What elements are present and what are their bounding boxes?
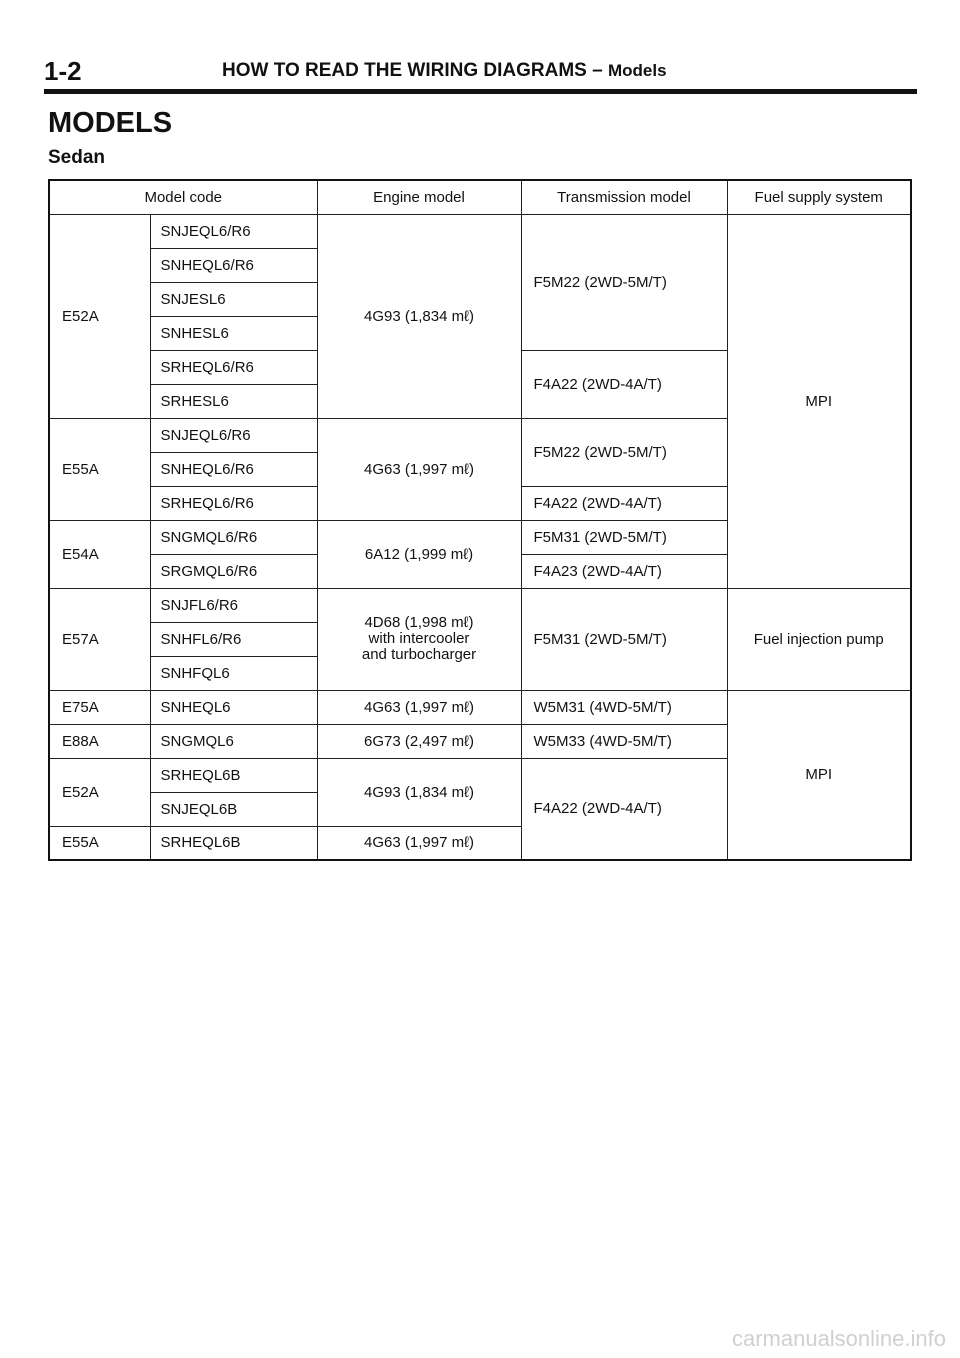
engine-cell [317,588,521,690]
transmission-cell: F4A23 (2WD-4A/T) [521,554,727,588]
variant-cell: SNHESL6 [150,316,317,350]
transmission-cell: W5M31 (4WD-5M/T) [521,690,727,724]
engine-cell: 4G93 (1,834 mℓ) [317,758,521,826]
header-rule [44,89,917,94]
variant-cell: SNHEQL6 [150,690,317,724]
transmission-cell: F4A22 (2WD-4A/T) [521,758,727,860]
transmission-cell: F5M22 (2WD-5M/T) [521,418,727,486]
fuel-supply-cell: Fuel injection pump [727,588,911,690]
footer-watermark: carmanualsonline.info [731,1326,946,1351]
variant-cell: SNJFL6/R6 [150,588,317,622]
transmission-cell: F4A22 (2WD-4A/T) [521,350,727,418]
fuel-supply-cell: MPI [727,690,911,860]
engine-line: 4D68 (1,998 mℓ) [364,614,474,631]
engine-cell: 4G63 (1,997 mℓ) [317,690,521,724]
transmission-cell: F5M22 (2WD-5M/T) [521,214,727,350]
header-separator: – [592,60,603,81]
section-title: MODELS [48,107,173,139]
variant-cell: SRHEQL6/R6 [150,350,317,384]
page-number: 1-2 [44,56,82,86]
table-row [49,214,911,248]
variant-cell: SNJEQL6/R6 [150,418,317,452]
transmission-cell: F5M31 (2WD-5M/T) [521,588,727,690]
variant-cell: SNGMQL6/R6 [150,520,317,554]
header-transmission-model: Transmission model [521,180,727,214]
variant-cell: SRHEQL6B [150,826,317,860]
variant-cell: SNJEQL6/R6 [150,214,317,248]
engine-cell: 4G63 (1,997 mℓ) [317,826,521,860]
variant-cell: SRGMQL6/R6 [150,554,317,588]
subsection-title: Sedan [48,147,106,168]
model-code-cell: E55A [49,418,150,520]
running-header [222,60,667,82]
variant-cell: SRHEQL6B [150,758,317,792]
variant-cell: SNHFL6/R6 [150,622,317,656]
engine-cell: 4G93 (1,834 mℓ) [317,214,521,418]
table-header-row [49,180,911,214]
engine-cell: 4G63 (1,997 mℓ) [317,418,521,520]
model-code-cell: E57A [49,588,150,690]
variant-cell: SNHFQL6 [150,656,317,690]
table-row [49,588,911,622]
table-row [49,690,911,724]
variant-cell: SNJEQL6B [150,792,317,826]
header-fuel-supply-system: Fuel supply system [727,180,911,214]
header-title: HOW TO READ THE WIRING DIAGRAMS [222,60,587,81]
variant-cell: SNHEQL6/R6 [150,452,317,486]
transmission-cell: F5M31 (2WD-5M/T) [521,520,727,554]
engine-line: with intercooler [368,630,470,647]
model-code-cell: E54A [49,520,150,588]
model-code-cell: E55A [49,826,150,860]
header-model-code: Model code [49,180,317,214]
models-table [48,179,912,861]
transmission-cell: F4A22 (2WD-4A/T) [521,486,727,520]
variant-cell: SRHEQL6/R6 [150,486,317,520]
variant-cell: SNJESL6 [150,282,317,316]
engine-cell: 6A12 (1,999 mℓ) [317,520,521,588]
model-code-cell: E52A [49,214,150,418]
model-code-cell: E88A [49,724,150,758]
engine-line: and turbocharger [361,646,477,663]
model-code-cell: E75A [49,690,150,724]
fuel-supply-cell: MPI [727,214,911,588]
engine-cell: 6G73 (2,497 mℓ) [317,724,521,758]
variant-cell: SNGMQL6 [150,724,317,758]
header-engine-model: Engine model [317,180,521,214]
variant-cell: SRHESL6 [150,384,317,418]
transmission-cell: W5M33 (4WD-5M/T) [521,724,727,758]
model-code-cell: E52A [49,758,150,826]
header-subtitle: Models [608,61,667,80]
variant-cell: SNHEQL6/R6 [150,248,317,282]
